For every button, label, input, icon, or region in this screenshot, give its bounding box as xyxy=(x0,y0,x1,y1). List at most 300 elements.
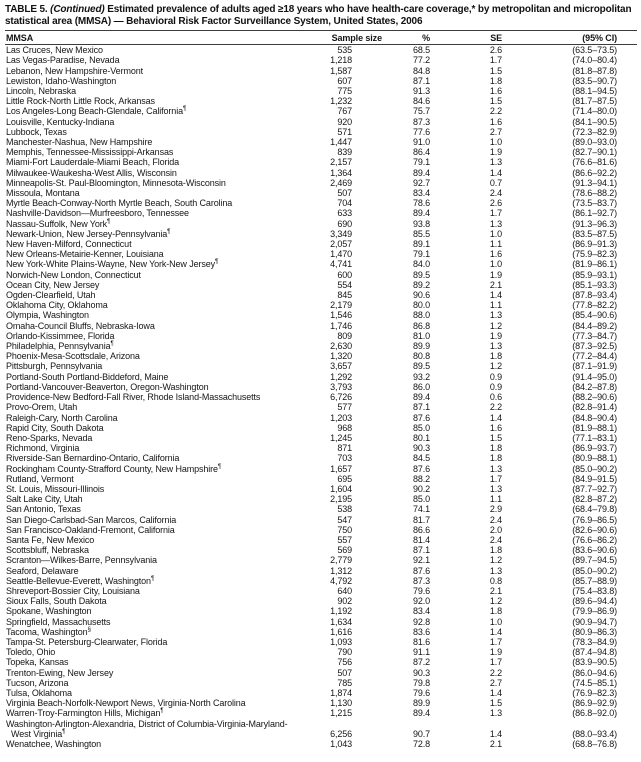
footnote-marker: ¶ xyxy=(110,341,114,348)
ci-cell: (76.6–86.2) xyxy=(572,534,617,545)
percent-cell: 87.6 xyxy=(412,412,430,423)
table-row xyxy=(5,433,637,443)
se-cell: 2.4 xyxy=(489,514,502,525)
sample-size-cell: 1,203 xyxy=(330,412,352,423)
sample-size-cell: 2,195 xyxy=(330,494,352,505)
table-row xyxy=(5,576,637,586)
table-row xyxy=(5,555,637,565)
ci-cell: (83.9–90.5) xyxy=(572,657,617,668)
mmsa-cell: Portland-South Portland-Biddeford, Maine xyxy=(6,371,169,382)
ci-cell: (76.9–86.5) xyxy=(572,514,617,525)
se-cell: 1.3 xyxy=(489,310,502,321)
sample-size-cell: 538 xyxy=(337,504,352,515)
col-header-se: SE xyxy=(430,31,502,45)
se-cell: 1.2 xyxy=(489,320,502,331)
percent-cell: 87.1 xyxy=(412,545,430,556)
percent-cell: 86.4 xyxy=(412,147,430,158)
se-cell: 1.3 xyxy=(489,341,502,352)
se-cell: 2.6 xyxy=(489,45,502,56)
percent-cell: 89.2 xyxy=(412,279,430,290)
mmsa-cell: Rockingham County-Strafford County, New Hampshire¶ xyxy=(6,463,222,474)
mmsa-cell: Las Vegas-Paradise, Nevada xyxy=(6,55,120,66)
table-row xyxy=(5,504,637,514)
table-row xyxy=(5,188,637,198)
mmsa-cell: Seattle-Bellevue-Everett, Washington¶ xyxy=(6,575,155,586)
mmsa-cell: Oklahoma City, Oklahoma xyxy=(6,300,108,311)
table-row xyxy=(5,117,637,127)
se-cell: 1.5 xyxy=(489,698,502,709)
sample-size-cell: 3,793 xyxy=(330,381,352,392)
ci-cell: (86.0–94.6) xyxy=(572,667,617,678)
mmsa-cell: Topeka, Kansas xyxy=(6,657,69,668)
ci-cell: (86.9–91.3) xyxy=(572,239,617,250)
ci-cell: (68.8–76.8) xyxy=(572,739,617,749)
percent-cell: 81.6 xyxy=(412,636,430,647)
percent-cell: 92.1 xyxy=(412,555,430,566)
ci-cell: (87.3–92.5) xyxy=(572,341,617,352)
ci-cell: (87.8–93.4) xyxy=(572,290,617,301)
ci-cell: (88.2–90.6) xyxy=(572,392,617,403)
table-row xyxy=(5,494,637,504)
ci-cell: (81.9–86.1) xyxy=(572,259,617,270)
table-row xyxy=(5,688,637,698)
se-cell: 1.2 xyxy=(489,361,502,372)
sample-size-cell: 547 xyxy=(337,514,352,525)
se-cell: 2.9 xyxy=(489,504,502,515)
percent-cell: 90.2 xyxy=(412,483,430,494)
table-row xyxy=(5,443,637,453)
percent-cell: 72.8 xyxy=(412,739,430,749)
table-row xyxy=(5,361,637,371)
mmsa-cell: San Antonio, Texas xyxy=(6,504,81,515)
sample-size-cell: 690 xyxy=(337,218,352,229)
table-row xyxy=(5,586,637,596)
se-cell: 1.5 xyxy=(489,432,502,443)
sample-size-cell: 1,364 xyxy=(330,167,352,178)
se-cell: 1.1 xyxy=(489,239,502,250)
col-header-percent: % xyxy=(352,31,430,45)
percent-cell: 81.4 xyxy=(412,534,430,545)
table-row xyxy=(5,525,637,535)
percent-cell: 89.4 xyxy=(412,167,430,178)
se-cell: 2.4 xyxy=(489,534,502,545)
table-row xyxy=(5,637,637,647)
ci-cell: (84.2–87.8) xyxy=(572,381,617,392)
percent-cell: 88.0 xyxy=(412,310,430,321)
mmsa-cell: Provo-Orem, Utah xyxy=(6,402,78,413)
sample-size-cell: 1,215 xyxy=(330,708,352,719)
table-row xyxy=(5,484,637,494)
mmsa-cell: Spokane, Washington xyxy=(6,606,92,617)
mmsa-cell: Norwich-New London, Connecticut xyxy=(6,269,141,280)
sample-size-cell: 2,179 xyxy=(330,300,352,311)
mmsa-cell: Tampa-St. Petersburg-Clearwater, Florida xyxy=(6,636,168,647)
mmsa-cell: Tacoma, Washington§ xyxy=(6,626,91,637)
table-row xyxy=(5,66,637,76)
sample-size-cell: 902 xyxy=(337,596,352,607)
mmsa-cell: Lebanon, New Hampshire-Vermont xyxy=(6,65,143,76)
mmsa-cell: Nassau-Suffolk, New York¶ xyxy=(6,218,111,229)
ci-cell: (76.6–81.6) xyxy=(572,157,617,168)
ci-cell: (85.0–90.2) xyxy=(572,463,617,474)
ci-cell: (83.5–90.7) xyxy=(572,75,617,86)
table-number: TABLE 5. xyxy=(5,4,48,15)
ci-cell: (85.0–90.2) xyxy=(572,565,617,576)
se-cell: 2.1 xyxy=(489,279,502,290)
table-row xyxy=(5,310,637,320)
se-cell: 1.0 xyxy=(489,137,502,148)
sample-size-cell: 809 xyxy=(337,330,352,341)
ci-cell: (78.6–88.2) xyxy=(572,188,617,199)
percent-cell: 74.1 xyxy=(412,504,430,515)
se-cell: 2.1 xyxy=(489,739,502,749)
mmsa-cell: Myrtle Beach-Conway-North Myrtle Beach, South Carolina xyxy=(6,198,233,209)
table-row xyxy=(5,739,637,749)
mmsa-cell: Lubbock, Texas xyxy=(6,126,67,137)
se-cell: 0.8 xyxy=(489,575,502,586)
sample-size-cell: 1,546 xyxy=(330,310,352,321)
table-row xyxy=(5,596,637,606)
ci-cell: (90.9–94.7) xyxy=(572,616,617,627)
percent-cell: 87.6 xyxy=(412,463,430,474)
mmsa-cell: Ocean City, New Jersey xyxy=(6,279,100,290)
percent-cell: 93.8 xyxy=(412,218,430,229)
percent-cell: 87.1 xyxy=(412,402,430,413)
percent-cell: 91.1 xyxy=(412,647,430,658)
sample-size-cell: 6,256 xyxy=(330,728,352,739)
footnote-marker: § xyxy=(87,626,91,633)
table-row xyxy=(5,290,637,300)
ci-cell: (91.3–96.3) xyxy=(572,218,617,229)
mmsa-cell: New Orleans-Metairie-Kenner, Louisiana xyxy=(6,249,164,260)
percent-cell: 81.0 xyxy=(412,330,430,341)
table-header xyxy=(5,31,637,45)
ci-cell: (83.5–87.5) xyxy=(572,228,617,239)
table-row xyxy=(5,606,637,616)
mmsa-cell: Sioux Falls, South Dakota xyxy=(6,596,107,607)
sample-size-cell: 577 xyxy=(337,402,352,413)
mmsa-cell: Richmond, Virginia xyxy=(6,443,80,454)
table-row xyxy=(5,392,637,402)
table-row xyxy=(5,208,637,218)
percent-cell: 80.1 xyxy=(412,432,430,443)
percent-cell: 86.6 xyxy=(412,524,430,535)
se-cell: 1.8 xyxy=(489,443,502,454)
ci-cell: (75.9–82.3) xyxy=(572,249,617,260)
se-cell: 1.0 xyxy=(489,259,502,270)
se-cell: 1.7 xyxy=(489,657,502,668)
sample-size-cell: 1,312 xyxy=(330,565,352,576)
table-title-text: Estimated prevalence of adults aged ≥18 years who have health-care coverage,* by metropolitan and micropolitan statistical area (MMSA) — Behavioral Risk Factor Surveillance System, United States, 2006 xyxy=(5,4,632,27)
percent-cell: 87.3 xyxy=(412,575,430,586)
sample-size-cell: 1,192 xyxy=(330,606,352,617)
sample-size-cell: 3,657 xyxy=(330,361,352,372)
ci-cell: (77.2–84.4) xyxy=(572,351,617,362)
ci-cell: (77.3–84.7) xyxy=(572,330,617,341)
table-row xyxy=(5,259,637,269)
sample-size-cell: 1,470 xyxy=(330,249,352,260)
table-row xyxy=(5,627,637,637)
percent-cell: 77.2 xyxy=(412,55,430,66)
ci-cell: (89.6–94.4) xyxy=(572,596,617,607)
mmsa-cell: Minneapolis-St. Paul-Bloomington, Minnesota-Wisconsin xyxy=(6,177,226,188)
table-row xyxy=(5,719,637,729)
se-cell: 1.3 xyxy=(489,565,502,576)
ci-cell: (76.9–82.3) xyxy=(572,687,617,698)
se-cell: 1.4 xyxy=(489,626,502,637)
se-cell: 1.9 xyxy=(489,330,502,341)
percent-cell: 84.6 xyxy=(412,96,430,107)
percent-cell: 75.7 xyxy=(412,106,430,117)
mmsa-cell: Orlando-Kissimmee, Florida xyxy=(6,330,115,341)
mmsa-cell: Manchester-Nashua, New Hampshire xyxy=(6,137,153,148)
mmsa-cell: Philadelphia, Pennsylvania¶ xyxy=(6,341,114,352)
se-cell: 1.1 xyxy=(489,300,502,311)
ci-cell: (81.8–87.8) xyxy=(572,65,617,76)
se-cell: 0.7 xyxy=(489,177,502,188)
se-cell: 1.6 xyxy=(489,422,502,433)
ci-cell: (85.9–93.1) xyxy=(572,269,617,280)
se-cell: 1.4 xyxy=(489,728,502,739)
percent-cell: 77.6 xyxy=(412,126,430,137)
se-cell: 1.5 xyxy=(489,65,502,76)
table-row xyxy=(5,413,637,423)
mmsa-cell: Scottsbluff, Nebraska xyxy=(6,545,89,556)
mmsa-cell: Tulsa, Oklahoma xyxy=(6,687,72,698)
sample-size-cell: 2,057 xyxy=(330,239,352,250)
mmsa-cell: Virginia Beach-Norfolk-Newport News, Virginia-North Carolina xyxy=(6,698,246,709)
se-cell: 1.0 xyxy=(489,228,502,239)
mmsa-cell: Ogden-Clearfield, Utah xyxy=(6,290,96,301)
table-row xyxy=(5,178,637,188)
se-cell: 1.9 xyxy=(489,269,502,280)
percent-cell: 68.5 xyxy=(412,45,430,56)
percent-cell: 90.6 xyxy=(412,290,430,301)
mmsa-cell: Miami-Fort Lauderdale-Miami Beach, Florida xyxy=(6,157,180,168)
percent-cell: 84.8 xyxy=(412,65,430,76)
se-cell: 1.3 xyxy=(489,708,502,719)
mmsa-cell: San Diego-Carlsbad-San Marcos, California xyxy=(6,514,177,525)
sample-size-cell: 767 xyxy=(337,106,352,117)
ci-cell: (81.9–88.1) xyxy=(572,422,617,433)
sample-size-cell: 1,130 xyxy=(330,698,352,709)
sample-size-cell: 750 xyxy=(337,524,352,535)
sample-size-cell: 507 xyxy=(337,188,352,199)
ci-cell: (82.8–91.4) xyxy=(572,402,617,413)
table-row xyxy=(5,668,637,678)
sample-size-cell: 775 xyxy=(337,86,352,96)
mmsa-cell: Louisville, Kentucky-Indiana xyxy=(6,116,115,127)
percent-cell: 79.6 xyxy=(412,585,430,596)
ci-cell: (85.4–90.6) xyxy=(572,310,617,321)
sample-size-cell: 640 xyxy=(337,585,352,596)
percent-cell: 90.3 xyxy=(412,667,430,678)
percent-cell: 81.7 xyxy=(412,514,430,525)
table-row xyxy=(5,86,637,96)
percent-cell: 89.1 xyxy=(412,239,430,250)
mmsa-cell: Nashville-Davidson—Murfreesboro, Tennessee xyxy=(6,208,189,219)
se-cell: 2.0 xyxy=(489,524,502,535)
percent-cell: 83.6 xyxy=(412,626,430,637)
percent-cell: 88.2 xyxy=(412,473,430,484)
ci-cell: (85.1–93.3) xyxy=(572,279,617,290)
se-cell: 1.4 xyxy=(489,412,502,423)
mmsa-cell: Scranton—Wilkes-Barre, Pennsylvania xyxy=(6,555,157,566)
ci-cell: (82.7–90.1) xyxy=(572,147,617,158)
table-row xyxy=(5,270,637,280)
ci-cell: (84.9–91.5) xyxy=(572,473,617,484)
table-row xyxy=(5,545,637,555)
ci-cell: (81.7–87.5) xyxy=(572,96,617,107)
table-row xyxy=(5,402,637,412)
se-cell: 1.6 xyxy=(489,249,502,260)
se-cell: 2.2 xyxy=(489,106,502,117)
percent-cell: 92.7 xyxy=(412,177,430,188)
table-row xyxy=(5,106,637,116)
se-cell: 2.4 xyxy=(489,188,502,199)
mmsa-cell: Providence-New Bedford-Fall River, Rhode Island-Massachusetts xyxy=(6,392,261,403)
sample-size-cell: 554 xyxy=(337,279,352,290)
sample-size-cell: 1,292 xyxy=(330,371,352,382)
ci-cell: (84.1–90.5) xyxy=(572,116,617,127)
se-cell: 1.8 xyxy=(489,606,502,617)
sample-size-cell: 1,447 xyxy=(330,137,352,148)
table-row xyxy=(5,55,637,65)
mmsa-cell: Los Angeles-Long Beach-Glendale, California¶ xyxy=(6,106,187,117)
table-row xyxy=(5,351,637,361)
table-row xyxy=(5,76,637,86)
mmsa-cell: Las Cruces, New Mexico xyxy=(6,45,103,56)
percent-cell: 79.8 xyxy=(412,677,430,688)
sample-size-cell: 704 xyxy=(337,198,352,209)
sample-size-cell: 557 xyxy=(337,534,352,545)
percent-cell: 83.4 xyxy=(412,606,430,617)
table-row xyxy=(5,617,637,627)
se-cell: 2.1 xyxy=(489,585,502,596)
mmsa-cell: Portland-Vancouver-Beaverton, Oregon-Washington xyxy=(6,381,209,392)
sample-size-cell: 1,232 xyxy=(330,96,352,107)
ci-cell: (86.9–92.9) xyxy=(572,698,617,709)
se-cell: 1.8 xyxy=(489,545,502,556)
header-row xyxy=(5,31,637,45)
sample-size-cell: 1,320 xyxy=(330,351,352,362)
sample-size-cell: 2,779 xyxy=(330,555,352,566)
percent-cell: 90.7 xyxy=(412,728,430,739)
se-cell: 2.6 xyxy=(489,198,502,209)
mmsa-cell: Seaford, Delaware xyxy=(6,565,79,576)
ci-cell: (86.6–92.2) xyxy=(572,167,617,178)
percent-cell: 79.1 xyxy=(412,157,430,168)
table-row xyxy=(5,300,637,310)
sample-size-cell: 633 xyxy=(337,208,352,219)
footnote-marker: ¶ xyxy=(167,228,171,235)
se-cell: 1.4 xyxy=(489,167,502,178)
table-row xyxy=(5,382,637,392)
percent-cell: 85.5 xyxy=(412,228,430,239)
table-row xyxy=(5,678,637,688)
table-row xyxy=(5,127,637,137)
mmsa-cell: Pittsburgh, Pennsylvania xyxy=(6,361,103,372)
footnote-marker: ¶ xyxy=(160,708,164,715)
se-cell: 2.2 xyxy=(489,667,502,678)
table-row xyxy=(5,147,637,157)
se-cell: 1.3 xyxy=(489,463,502,474)
percent-cell: 91.0 xyxy=(412,137,430,148)
mmsa-cell: Memphis, Tennessee-Mississippi-Arkansas xyxy=(6,147,174,158)
sample-size-cell: 571 xyxy=(337,126,352,137)
sample-size-cell: 1,616 xyxy=(330,626,352,637)
sample-size-cell: 845 xyxy=(337,290,352,301)
mmsa-cell: Lewiston, Idaho-Washington xyxy=(6,75,117,86)
percent-cell: 89.5 xyxy=(412,361,430,372)
mmsa-cell: Phoenix-Mesa-Scottsdale, Arizona xyxy=(6,351,140,362)
percent-cell: 78.6 xyxy=(412,198,430,209)
mmsa-cell: Tucson, Arizona xyxy=(6,677,69,688)
percent-cell: 85.0 xyxy=(412,494,430,505)
ci-cell: (74.0–80.4) xyxy=(572,55,617,66)
sample-size-cell: 1,746 xyxy=(330,320,352,331)
table-row xyxy=(5,453,637,463)
percent-cell: 79.1 xyxy=(412,249,430,260)
percent-cell: 87.3 xyxy=(412,116,430,127)
mmsa-cell: Newark-Union, New Jersey-Pennsylvania¶ xyxy=(6,228,171,239)
table-row xyxy=(5,341,637,351)
ci-cell: (68.4–79.8) xyxy=(572,504,617,515)
sample-size-cell: 1,634 xyxy=(330,616,352,627)
sample-size-cell: 920 xyxy=(337,116,352,127)
table-row xyxy=(5,474,637,484)
percent-cell: 93.2 xyxy=(412,371,430,382)
percent-cell: 89.4 xyxy=(412,208,430,219)
continued-label: (Continued) xyxy=(50,4,105,15)
table-row xyxy=(5,515,637,525)
sample-size-cell: 1,874 xyxy=(330,687,352,698)
sample-size-cell: 1,587 xyxy=(330,65,352,76)
table-row xyxy=(5,566,637,576)
se-cell: 1.6 xyxy=(489,116,502,127)
sample-size-cell: 968 xyxy=(337,422,352,433)
mmsa-cell: Rutland, Vermont xyxy=(6,473,74,484)
ci-cell: (77.8–82.2) xyxy=(572,300,617,311)
percent-cell: 87.1 xyxy=(412,75,430,86)
table-body xyxy=(5,45,637,750)
table-row xyxy=(5,219,637,229)
se-cell: 2.7 xyxy=(489,677,502,688)
table-row xyxy=(5,280,637,290)
se-cell: 1.1 xyxy=(489,494,502,505)
col-header-mmsa: MMSA xyxy=(5,31,275,45)
sample-size-cell: 4,792 xyxy=(330,575,352,586)
ci-cell: (85.7–88.9) xyxy=(572,575,617,586)
col-header-sample-size: Sample size xyxy=(275,31,352,45)
mmsa-cell: Salt Lake City, Utah xyxy=(6,494,83,505)
ci-cell: (82.6–90.6) xyxy=(572,524,617,535)
sample-size-cell: 535 xyxy=(337,45,352,56)
sample-size-cell: 703 xyxy=(337,453,352,464)
se-cell: 0.9 xyxy=(489,371,502,382)
mmsa-cell: Toledo, Ohio xyxy=(6,647,56,658)
footnote-marker: ¶ xyxy=(107,218,111,225)
se-cell: 1.7 xyxy=(489,208,502,219)
mmsa-cell: Raleigh-Cary, North Carolina xyxy=(6,412,118,423)
ci-cell: (78.3–84.9) xyxy=(572,636,617,647)
percent-cell: 80.8 xyxy=(412,351,430,362)
footnote-marker: ¶ xyxy=(217,463,222,470)
se-cell: 2.2 xyxy=(489,402,502,413)
mmsa-cell: Riverside-San Bernardino-Ontario, California xyxy=(6,453,180,464)
table-row xyxy=(5,657,637,667)
ci-cell: (91.3–94.1) xyxy=(572,177,617,188)
